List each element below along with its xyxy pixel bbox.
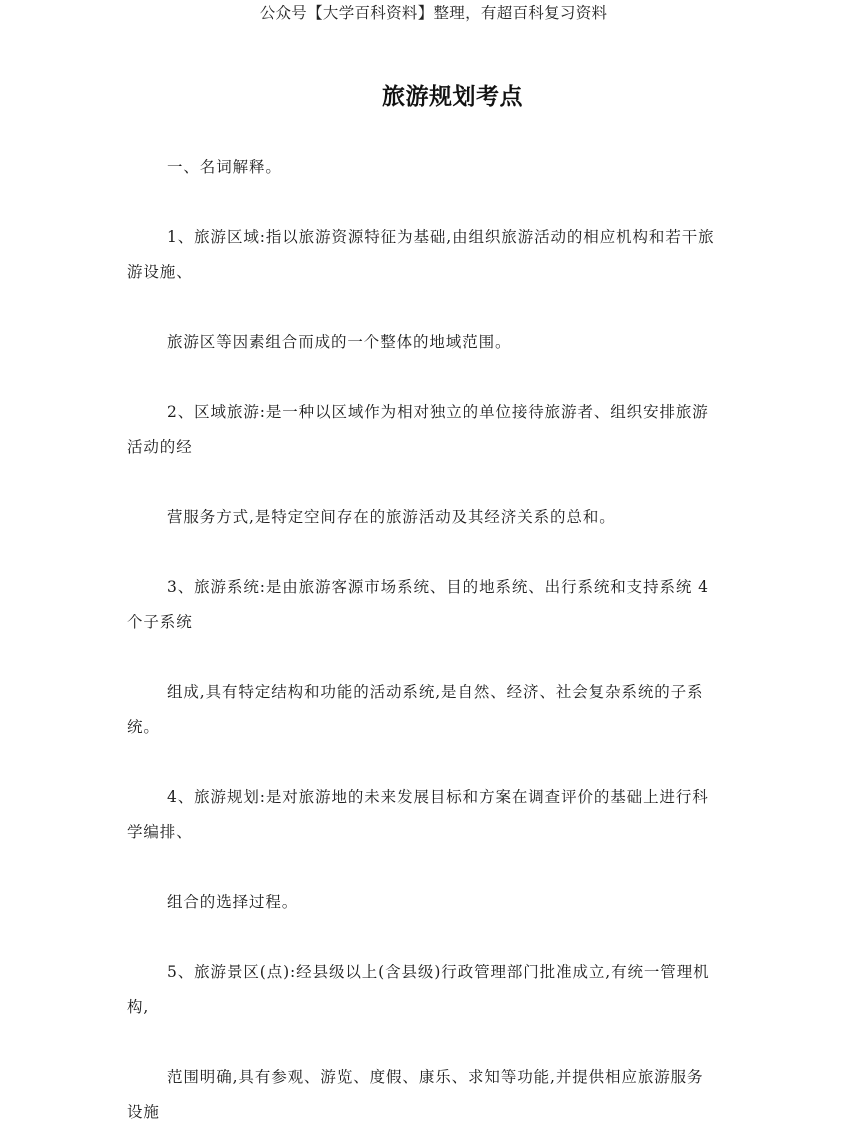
term-line: 游设施、 [127, 263, 193, 281]
page-header-watermark: 公众号【大学百科资料】整理，有超百科复习资料 [259, 4, 608, 22]
term-line: 2、区域旅游:是一种以区域作为相对独立的单位接待旅游者、组织安排旅游 [167, 403, 709, 421]
paragraph-gap [127, 360, 747, 395]
term-line: 5、旅游景区(点):经县级以上(含县级)行政管理部门批准成立,有统一管理机 [167, 963, 710, 981]
section-heading: 一、名词解释。 [167, 158, 282, 176]
paragraph-gap [127, 920, 747, 955]
term-line: 个子系统 [127, 613, 193, 631]
term-continuation: 统。 [127, 718, 160, 736]
term-line: 构, [127, 998, 150, 1016]
term-旅游区域 [127, 220, 747, 395]
term-line: 学编排、 [127, 823, 193, 841]
document-title: 旅游规划考点 [382, 83, 523, 110]
document-body [127, 150, 747, 1130]
paragraph-gap [127, 640, 747, 675]
paragraph-gap [127, 535, 747, 570]
paragraph-gap [127, 465, 747, 500]
paragraph-gap [127, 850, 747, 885]
term-continuation: 组成,具有特定结构和功能的活动系统,是自然、经济、社会复杂系统的子系 [167, 683, 704, 701]
paragraph-gap [127, 1025, 747, 1060]
term-continuation: 营服务方式,是特定空间存在的旅游活动及其经济关系的总和。 [167, 508, 616, 526]
term-旅游规划 [127, 780, 747, 955]
term-line: 活动的经 [127, 438, 193, 456]
paragraph-gap [127, 290, 747, 325]
term-continuation: 组合的选择过程。 [167, 893, 299, 911]
term-line: 1、旅游区域:指以旅游资源特征为基础,由组织旅游活动的相应机构和若干旅 [167, 228, 715, 246]
paragraph-gap [127, 185, 747, 220]
term-line: 4、旅游规划:是对旅游地的未来发展目标和方案在调查评价的基础上进行科 [167, 788, 709, 806]
term-line: 3、旅游系统:是由旅游客源市场系统、目的地系统、出行系统和支持系统 4 [167, 578, 709, 596]
term-区域旅游 [127, 395, 747, 570]
term-旅游景区 [127, 955, 747, 1130]
term-continuation: 旅游区等因素组合而成的一个整体的地域范围。 [167, 333, 512, 351]
term-continuation: 范围明确,具有参观、游览、度假、康乐、求知等功能,并提供相应旅游服务 [167, 1068, 704, 1086]
paragraph-gap [127, 745, 747, 780]
term-continuation: 设施 [127, 1103, 160, 1121]
term-旅游系统 [127, 570, 747, 780]
